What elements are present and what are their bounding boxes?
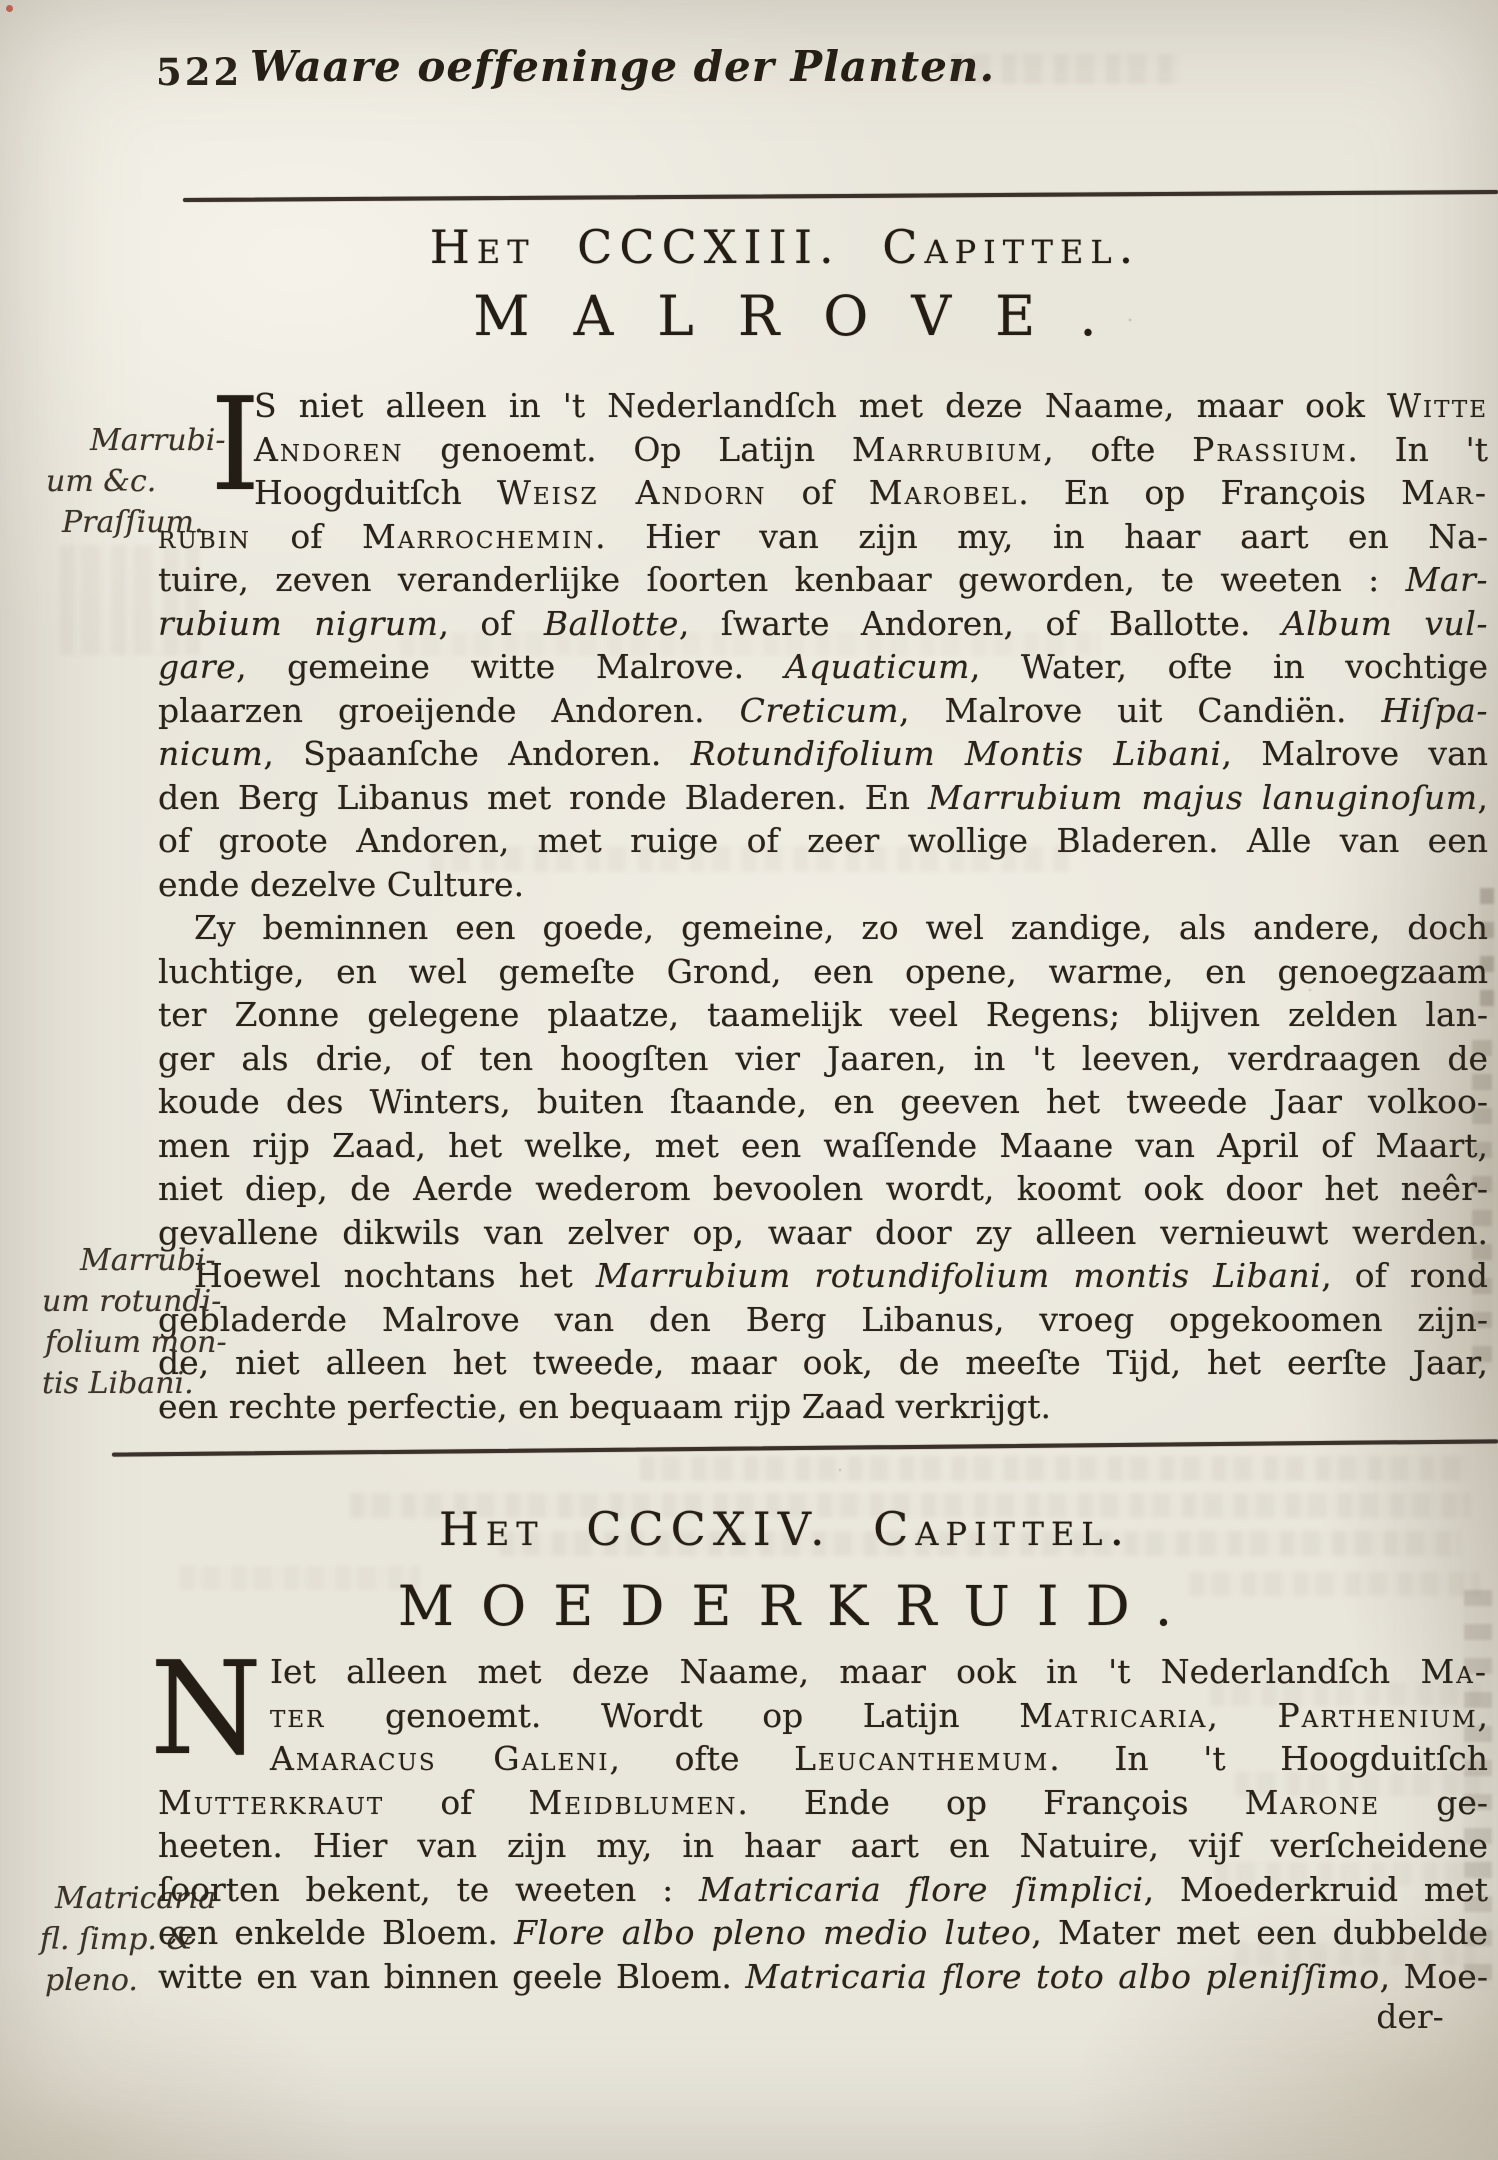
text-segment: . In 't Hoogduitſch <box>1049 1739 1488 1778</box>
text-line <box>158 1694 1488 1738</box>
text-segment: ende dezelve Culture. <box>158 864 525 904</box>
text-segment: , Water, ofte in vochtige <box>969 647 1488 686</box>
text-line <box>158 950 1488 994</box>
text-segment: Marrubium rotundifolium montis Libani <box>595 1256 1322 1295</box>
text-segment: gare <box>158 647 237 686</box>
text-segment: Matricaria flore ſimplici <box>699 1869 1144 1909</box>
text-segment: een rechte perfectie, en bequaam rijp Zaad verkrijgt. <box>158 1386 1051 1426</box>
text-line <box>158 1254 1488 1298</box>
chapter-title-malrove: MALROVE. <box>473 284 1141 348</box>
text-line <box>158 993 1488 1037</box>
text-line <box>158 1911 1488 1955</box>
text-segment: Matricaria flore toto albo pleniſſimo <box>745 1956 1380 1996</box>
chapter-title-moederkruid: MOEDERKRUID. <box>397 1574 1200 1638</box>
text-segment: Hoewel nochtans het <box>194 1256 596 1295</box>
text-segment: Iet alleen met deze Naame, maar ook in 't Nederlandſch <box>270 1652 1421 1691</box>
text-line <box>158 689 1488 733</box>
text-segment: of groote Andoren, met ruige of zeer wollige Bladeren. Alle van een <box>158 821 1488 860</box>
text-segment: Ballotte <box>543 603 679 643</box>
text-segment: Aquaticum <box>784 647 970 686</box>
text-segment: Marobel <box>868 473 1019 512</box>
text-segment: . Hier van zijn my, in haar aart en Na- <box>595 516 1489 556</box>
divider-rule-middle <box>112 1439 1498 1456</box>
text-line <box>158 384 1488 428</box>
text-segment: Zy beminnen een goede, gemeine, zo wel zandige, als andere, doch <box>194 908 1488 947</box>
text-segment: rubium nigrum <box>158 603 439 643</box>
chapter-heading-cccxiii: Het CCCXIII. Capittel. <box>429 220 1141 274</box>
margin-note-line: pleno. <box>45 1963 138 1998</box>
text-line <box>158 1868 1488 1912</box>
text-segment: , Malrove van <box>1221 734 1489 773</box>
showthrough-smudge <box>640 1456 1470 1481</box>
text-segment: Amaracus Galeni <box>270 1739 610 1778</box>
text-segment: Flore albo pleno medio luteo <box>514 1913 1032 1952</box>
text-segment: , gemeine witte Malrove. <box>236 647 785 686</box>
text-line <box>158 1824 1488 1868</box>
text-segment: , of rond <box>1321 1256 1488 1295</box>
text-segment: Ma- <box>1420 1652 1488 1691</box>
text-segment: Weisz Andorn <box>496 473 767 512</box>
body-text-chapter-cccxiv <box>158 1650 1488 1998</box>
margin-note-line: um &c. <box>46 464 157 499</box>
text-segment: , Moederkruid met <box>1143 1869 1488 1909</box>
text-segment: of <box>384 1782 529 1822</box>
text-segment: , <box>1207 1695 1278 1735</box>
text-line <box>158 1341 1488 1385</box>
text-line <box>158 819 1488 863</box>
text-segment: , Moe- <box>1379 1956 1488 1996</box>
text-segment: . In 't <box>1347 429 1489 469</box>
chapter-heading-cccxiv: Het CCCXIV. Capittel. <box>438 1502 1132 1556</box>
margin-note-line: Marrubi- <box>90 423 226 458</box>
text-segment: nicum <box>158 734 264 773</box>
text-segment: niet diep, de Aerde wederom bevoolen wordt, koomt ook door het neêr- <box>158 1169 1488 1208</box>
text-segment: Hiſpa- <box>1381 690 1488 730</box>
text-segment: , <box>1477 777 1488 817</box>
text-segment: luchtige, en wel gemeſte Grond, een opene, warme, en genoegzaam <box>158 951 1488 991</box>
text-segment: Meidblumen <box>528 1782 738 1822</box>
text-line <box>158 906 1488 950</box>
text-line <box>158 602 1488 646</box>
text-line <box>158 1955 1488 1999</box>
paper-speck <box>6 5 13 12</box>
text-segment: , Malrove uit Candiën. <box>899 690 1382 730</box>
text-segment: ter Zonne gelegene plaatze, taamelijk veel Regens; blijven zelden lan- <box>158 995 1488 1034</box>
margin-note-line: tis Libani. <box>42 1366 194 1401</box>
text-segment: gevallene dikwils van zelver op, waar door zy alleen vernieuwt werden. <box>158 1212 1488 1252</box>
text-segment: , <box>1477 1695 1489 1735</box>
text-segment: Marrubium <box>851 429 1044 469</box>
text-line <box>158 1080 1488 1124</box>
text-segment: ge- <box>1380 1782 1488 1822</box>
text-line <box>158 776 1488 820</box>
text-segment: Hoogduitſch <box>254 473 497 512</box>
margin-note-marrubium-prassium <box>46 420 226 543</box>
catchword: der- <box>1376 1997 1444 2036</box>
body-text-chapter-cccxiii <box>158 371 1489 1428</box>
text-segment: Prassium <box>1192 429 1348 469</box>
text-line <box>158 1298 1488 1342</box>
text-line <box>158 1781 1488 1825</box>
text-segment: Mutterkraut <box>158 1782 385 1822</box>
text-segment: Witte <box>1387 386 1488 425</box>
text-segment: of <box>766 473 869 512</box>
text-segment: Marrochemin <box>361 516 596 556</box>
text-segment: , Mater met een dubbelde <box>1031 1913 1489 1952</box>
text-segment: men rijp Zaad, het welke, met een waſſende Maane van April of Maart, <box>158 1125 1488 1165</box>
text-segment: heeten. Hier van zijn my, in haar aart en Natuire, vijf verſcheidene <box>158 1826 1488 1865</box>
text-line <box>158 515 1488 559</box>
text-line <box>158 428 1488 472</box>
margin-note-line: folium mon- <box>45 1325 227 1360</box>
text-line <box>158 1124 1488 1168</box>
text-line <box>158 1167 1488 1211</box>
text-segment: Matricaria <box>1019 1695 1208 1735</box>
running-head: Waare oeffeninge der Planten. <box>249 42 996 91</box>
text-segment: Andoren <box>254 429 404 469</box>
text-segment: . Ende op François <box>737 1782 1245 1822</box>
margin-note-line: Matricaria <box>55 1881 217 1916</box>
page-number: 522 <box>156 50 243 94</box>
text-segment: den Berg Libanus met ronde Bladeren. En <box>158 777 928 817</box>
text-segment: S niet alleen in 't Nederlandſch met deze Naame, maar ook <box>254 386 1388 425</box>
text-line <box>158 1385 1488 1429</box>
text-line <box>158 1737 1488 1781</box>
margin-note-line: um rotundi- <box>42 1284 222 1319</box>
drop-cap-n: N <box>150 1635 262 1784</box>
text-segment: Mar- <box>1401 473 1489 512</box>
divider-rule-top <box>183 190 1498 202</box>
text-segment: Marrubium majus lanuginoſum <box>927 777 1478 817</box>
text-segment: ſoorten bekent, te weeten : <box>158 1869 700 1909</box>
text-line <box>158 1650 1488 1694</box>
text-segment: Parthenium <box>1277 1695 1478 1735</box>
text-segment: tuire, zeven veranderlijke ſoorten kenbaar geworden, te weeten : <box>158 560 1406 599</box>
text-segment: Creticum <box>739 690 899 730</box>
text-segment: een enkelde Bloem. <box>158 1913 515 1952</box>
drop-cap-i: I <box>210 371 261 520</box>
text-segment: , ofte <box>1043 429 1193 469</box>
text-segment: ger als drie, of ten hoogſten vier Jaaren, in 't leeven, verdraagen de <box>158 1038 1488 1078</box>
margin-note-line: fl. ſimp. & <box>40 1922 194 1957</box>
text-segment: plaarzen groeijende Andoren. <box>158 690 740 730</box>
text-line <box>158 732 1488 776</box>
text-segment: of <box>250 516 362 556</box>
text-segment: gebladerde Malrove van den Berg Libanus, vroeg opgekoomen zijn- <box>158 1299 1488 1339</box>
text-segment: Marone <box>1244 1782 1381 1822</box>
text-segment: ter <box>270 1695 326 1735</box>
text-line <box>158 1211 1488 1255</box>
margin-note-line: Praſſium. <box>62 505 204 540</box>
text-line <box>158 1037 1488 1081</box>
text-segment: genoemt. Wordt op Latijn <box>325 1695 1020 1735</box>
text-line <box>158 471 1488 515</box>
text-segment: koude des Winters, buiten ſtaande, en geeven het tweede Jaar volkoo- <box>158 1082 1488 1121</box>
text-line <box>158 863 1488 907</box>
text-segment: . En op François <box>1018 473 1402 512</box>
text-segment: , ſwarte Andoren, of Ballotte. <box>678 603 1282 643</box>
margin-note-line: Marrubi- <box>80 1243 216 1278</box>
text-segment: Album vul- <box>1281 603 1488 643</box>
text-segment: Mar- <box>1405 560 1488 599</box>
text-line <box>158 645 1488 689</box>
text-segment: rubin <box>158 516 251 556</box>
text-segment: genoemt. Op Latijn <box>403 429 852 469</box>
text-segment: Rotundifolium Montis Libani <box>690 734 1222 773</box>
text-segment: , Spaanſche Andoren. <box>263 734 691 773</box>
text-line <box>158 558 1488 602</box>
text-segment: de, niet alleen het tweede, maar ook, de meeſte Tijd, het eerſte Jaar, <box>158 1343 1488 1382</box>
running-head-wrap <box>0 42 1245 91</box>
text-segment: witte en van binnen geele Bloem. <box>158 1956 746 1996</box>
text-segment: , ofte <box>609 1739 795 1778</box>
margin-note-marrubium-rotundifolium <box>42 1240 227 1404</box>
text-segment: Leucanthemum <box>794 1739 1050 1778</box>
text-segment: , of <box>438 603 544 643</box>
